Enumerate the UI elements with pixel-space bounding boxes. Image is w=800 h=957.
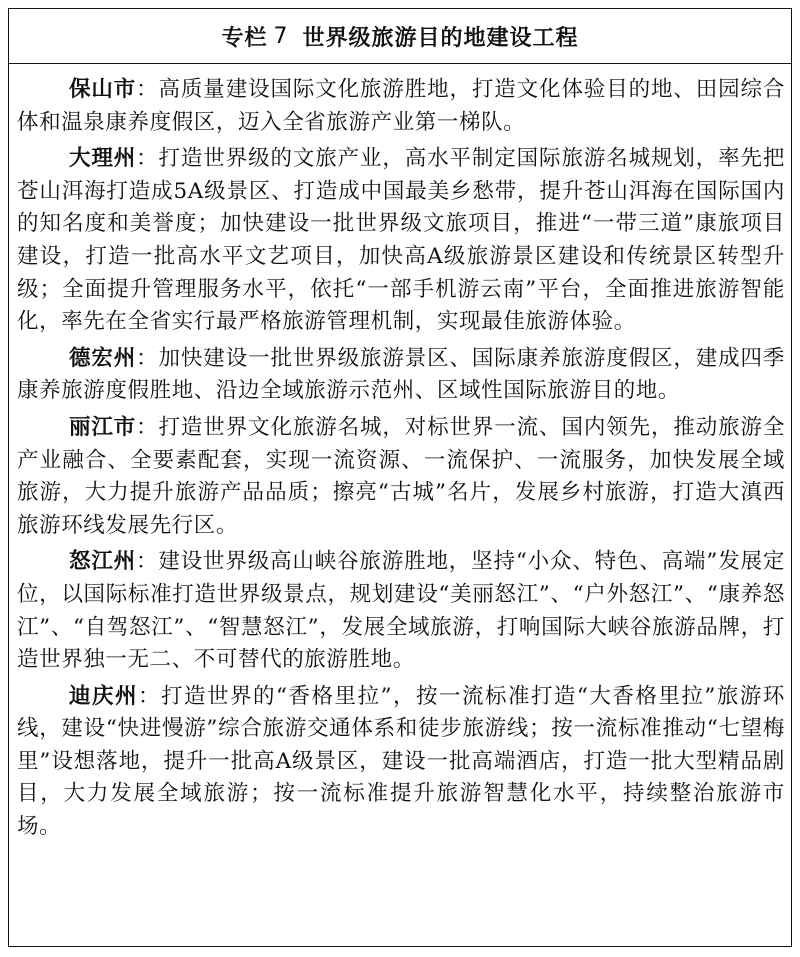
region-name: 丽江市 xyxy=(69,414,137,440)
column-body xyxy=(9,64,791,844)
paragraph-text: ：打造世界的“香格里拉”，按一流标准打造“大香格里拉”旅游环线，建设“快进慢游”综合旅游交通体系和徒步旅游线；按一流标准推动“七望梅里”设想落地，提升一批高A级景区，建设一批高端酒店，打造一批大型精品剧目，大力发展全域旅游；按一流标准提升旅游智慧化水平，持续整治旅游市场。 xyxy=(17,683,785,840)
column-header xyxy=(9,9,791,64)
paragraph-nujiang xyxy=(17,546,785,676)
column-title: 世界级旅游目的地建设工程 xyxy=(302,25,579,51)
column-number: 7 xyxy=(273,23,289,49)
paragraph-lijiang xyxy=(17,412,785,542)
region-name: 怒江州 xyxy=(69,549,137,575)
paragraph-dali xyxy=(17,143,785,339)
region-name: 迪庆州 xyxy=(69,683,138,709)
paragraph-diqing xyxy=(17,681,785,844)
column-label: 专栏 xyxy=(221,25,268,51)
paragraph-text: ：打造世界级的文旅产业，高水平制定国际旅游名城规划，率先把苍山洱海打造成5A级景区、打造成中国最美乡愁带，提升苍山洱海在国际国内的知名度和美誉度；加快建设一批世界级文旅项目，推进“一带三道”康旅项目建设，打造一批高水平文艺项目，加快高A级旅游景区建设和传统景区转型升级；全面提升管理服务水平，依托“一部手机游云南”平台，全面推进旅游智能化，率先在全省实行最严格旅游管理机制，实现最佳旅游体验。 xyxy=(17,146,785,335)
region-name: 大理州 xyxy=(69,146,137,172)
paragraph-dehong xyxy=(17,343,785,408)
region-name: 保山市 xyxy=(69,77,137,102)
region-name: 德宏州 xyxy=(69,345,137,371)
paragraph-baoshan xyxy=(17,74,785,139)
paragraph-text: ：加快建设一批世界级旅游景区、国际康养旅游度假区，建成四季康养旅游度假胜地、沿边全域旅游示范州、区域性国际旅游目的地。 xyxy=(17,345,785,404)
paragraph-text: ：高质量建设国际文化旅游胜地，打造文化体验目的地、田园综合体和温泉康养度假区，迈入全省旅游产业第一梯队。 xyxy=(17,77,785,135)
paragraph-text: ：打造世界文化旅游名城，对标世界一流、国内领先，推动旅游全产业融合、全要素配套，实现一流资源、一流保护、一流服务，加快发展全域旅游，大力提升旅游产品品质；擦亮“古城”名片，发展乡村旅游，打造大滇西旅游环线发展先行区。 xyxy=(17,414,785,538)
column-box xyxy=(8,8,792,947)
paragraph-text: ：建设世界级高山峡谷旅游胜地，坚持“小众、特色、高端”发展定位，以国际标准打造世界级景点，规划建设“美丽怒江”、“户外怒江”、“康养怒江”、“自驾怒江”、“智慧怒江”，发展全域旅游，打响国际大峡谷旅游品牌，打造世界独一无二、不可替代的旅游胜地。 xyxy=(17,549,785,673)
